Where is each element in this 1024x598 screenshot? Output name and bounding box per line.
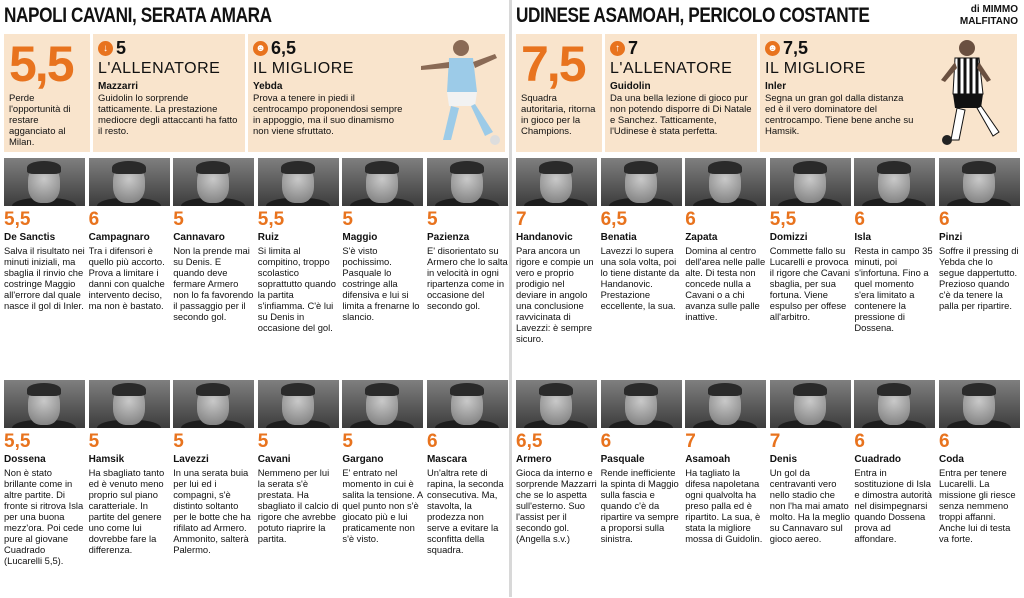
coach-vote: 7 xyxy=(628,38,639,58)
coach-text: Guidolin lo sorprende tatticamente. La prestazione mediocre degli attaccanti ha fatto il resto. xyxy=(98,93,238,137)
best-name: Yebda xyxy=(253,81,283,92)
player-card xyxy=(854,380,935,598)
player-photo xyxy=(4,158,85,206)
team-vote-text: Squadra autoritaria, ritorna in gioco per la Champions. xyxy=(521,93,596,137)
player-comment: Commette fallo su Lucarelli e provoca il rigore che Cavani sbaglia, per sua fortuna. Viene espulso per offese all'arbitro. xyxy=(769,245,851,322)
player-name: De Sanctis xyxy=(4,232,56,243)
player-name: Denis xyxy=(769,454,798,465)
player-name: Ruiz xyxy=(257,232,279,243)
player-comment: Para ancora un rigore e compie un vero e proprio prodigio nel deviare in angolo una conclusione ravvicinata di Lavezzi: è sempre sicuro. xyxy=(516,245,594,344)
team-vote: 5,5 xyxy=(9,36,73,92)
player-photo xyxy=(516,380,597,428)
player-comment: S'è visto pochissimo. Pasquale lo costringe alla difensiva e lui si limita a frenarne lo slancio. xyxy=(342,245,420,322)
player-photo xyxy=(770,380,851,428)
team-name: UDINESE xyxy=(516,4,590,27)
player-comment: Entra per tenere Lucarelli. La missione gli riesce senza nemmeno troppi affanni. Anche lui di testa va forte. xyxy=(938,467,1016,544)
player-name: Hamsik xyxy=(88,454,125,465)
coach-label: L'ALLENATORE xyxy=(98,60,221,77)
player-card xyxy=(854,158,935,376)
player-card xyxy=(342,380,423,598)
player-vote: 6 xyxy=(938,209,950,230)
player-name: Cavani xyxy=(257,454,291,465)
coach-name: Mazzarri xyxy=(98,81,139,92)
player-card xyxy=(770,380,851,598)
byline-prefix: di MIMMO xyxy=(970,4,1018,15)
player-comment: Salva il risultato nei minuti iniziali, ma sbaglia il rinvio che costringe Maggio all'errore dal quale nasce il gol di Inler. xyxy=(4,245,85,311)
player-comment: Tra i difensori è quello più accorto. Prova a limitare i danni con qualche intervento deciso, ma non è bastato. xyxy=(88,245,165,311)
player-vote: 7 xyxy=(685,431,696,452)
byline xyxy=(960,4,1018,28)
player-card xyxy=(4,380,85,598)
player-comment: Lavezzi lo supera una sola volta, poi lo tiene distante da Handanovic. Prestazione eccellente, la sua. xyxy=(600,245,680,311)
player-comment: Ha tagliato la difesa napoletana ogni qualvolta ha preso palla ed è ripartito. La sua, è stata la migliore mossa di Guidolin. xyxy=(685,467,763,544)
napoli-headline xyxy=(4,0,417,32)
headline-text: CAVANI, SERATA AMARA xyxy=(70,4,272,27)
player-card xyxy=(770,158,851,376)
player-vote: 6 xyxy=(854,209,865,230)
player-card xyxy=(342,158,423,376)
udinese-section xyxy=(516,0,1020,597)
team-vote-box xyxy=(516,34,602,152)
best-label: IL MIGLIORE xyxy=(765,60,866,77)
best-text: Prova a tenere in piedi il centrocampo proponendosi sempre in appoggio, ma il suo dinamismo non viene sfruttato. xyxy=(253,93,403,137)
player-vote: 5 xyxy=(257,431,269,452)
udinese-headline xyxy=(516,0,929,32)
player-comment: E' entrato nel momento in cui è salita la tensione. A quel punto non s'è giocato più e lui praticamente non s'è visto. xyxy=(342,467,423,544)
player-name: Asamoah xyxy=(685,454,731,465)
player-name: Pasquale xyxy=(600,454,645,465)
player-photo xyxy=(601,158,682,206)
player-comment: Ha sbagliato tanto ed è venuto meno proprio sul piano caratteriale. In partite del genere uno come lui dovrebbe fare la differenza. xyxy=(88,467,165,555)
player-photo xyxy=(89,380,170,428)
player-card xyxy=(4,158,85,376)
udinese-summary-row xyxy=(516,34,1020,152)
player-comment: Un'altra rete di rapina, la seconda consecutiva. Ma, stavolta, la prodezza non serve a evitare la sconfitta della squadra. xyxy=(426,467,504,555)
player-card xyxy=(516,158,597,376)
best-vote: 6,5 xyxy=(271,38,297,58)
napoli-players-row-2 xyxy=(4,380,508,598)
player-card xyxy=(89,380,170,598)
player-photo xyxy=(173,380,254,428)
player-vote: 5,5 xyxy=(4,209,31,230)
player-photo xyxy=(89,158,170,206)
player-vote: 7 xyxy=(769,431,781,452)
player-name: Pazienza xyxy=(426,232,470,243)
player-name: Coda xyxy=(938,454,964,465)
byline-author: MALFITANO xyxy=(959,16,1018,27)
player-card xyxy=(601,380,682,598)
player-photo xyxy=(4,380,85,428)
player-card xyxy=(685,380,766,598)
player-name: Maggio xyxy=(342,232,378,243)
column-divider xyxy=(509,0,512,597)
player-photo xyxy=(601,380,682,428)
player-comment: Nemmeno per lui la serata s'è prestata. Ha sbagliato il calcio di rigore che avrebbe potuto riaprire la partita. xyxy=(257,467,339,544)
coach-box xyxy=(605,34,757,152)
player-vote: 6 xyxy=(600,431,612,452)
player-vote: 6 xyxy=(854,431,865,452)
player-name: Isla xyxy=(854,232,872,243)
player-photo xyxy=(685,380,766,428)
player-photo xyxy=(854,158,935,206)
player-vote: 5,5 xyxy=(769,209,797,230)
coach-text: Da una bella lezione di gioco pur non potendo disporre di Di Natale e Sanchez. Tatticamente, l'Udinese è stata perfetta. xyxy=(610,93,752,137)
napoli-summary-row xyxy=(4,34,508,152)
player-comment: Soffre il pressing di Yebda che lo segue dappertutto. Prezioso quando c'è da tenere la palla per ripartire. xyxy=(938,245,1019,311)
team-vote-box xyxy=(4,34,90,152)
best-player-box xyxy=(248,34,505,152)
player-name: Campagnaro xyxy=(88,232,150,243)
player-vote: 5,5 xyxy=(4,431,31,452)
player-photo xyxy=(854,380,935,428)
player-comment: Domina al centro dell'area nelle palle alte. Di testa non concede nulla a Cavani o a chi avanza sulle palle inattive. xyxy=(685,245,766,322)
player-photo xyxy=(258,158,339,206)
player-photo xyxy=(258,380,339,428)
player-vote: 5,5 xyxy=(257,209,285,230)
team-vote: 7,5 xyxy=(521,36,585,92)
coach-box xyxy=(93,34,245,152)
player-card xyxy=(601,158,682,376)
player-vote: 5 xyxy=(342,431,353,452)
player-card xyxy=(939,158,1020,376)
arrow-up-icon: ↑ xyxy=(610,41,625,56)
player-card xyxy=(173,380,254,598)
player-card xyxy=(258,158,339,376)
player-name: Zapata xyxy=(685,232,718,243)
player-card xyxy=(258,380,339,598)
player-card xyxy=(685,158,766,376)
player-photo xyxy=(427,158,508,206)
napoli-section xyxy=(4,0,508,597)
player-name: Domizzi xyxy=(769,232,808,243)
player-vote: 7 xyxy=(516,209,527,230)
player-vote: 5 xyxy=(342,209,353,230)
player-name: Armero xyxy=(516,454,552,465)
player-vote: 5 xyxy=(173,209,184,230)
udinese-players-row-1 xyxy=(516,158,1020,376)
player-name: Mascara xyxy=(426,454,467,465)
player-comment: Rende inefficiente la spinta di Maggio sulla fascia e quando c'è da ripartire va sempre a proporsi sulla sinistra. xyxy=(600,467,679,544)
player-photo xyxy=(342,380,423,428)
player-card xyxy=(89,158,170,376)
best-name: Inler xyxy=(765,81,787,92)
player-photo xyxy=(516,158,597,206)
player-vote: 6 xyxy=(685,209,696,230)
player-comment: Gioca da interno e sorprende Mazzarri che se lo aspetta sull'esterno. Suo l'assist per il secondo gol. (Angella s.v.) xyxy=(516,467,597,544)
napoli-players-row-1 xyxy=(4,158,508,376)
player-name: Dossena xyxy=(4,454,46,465)
player-name: Benatia xyxy=(600,232,637,243)
player-vote: 6 xyxy=(938,431,950,452)
coach-vote: 5 xyxy=(116,38,127,58)
player-name: Pinzi xyxy=(938,232,963,243)
player-name: Handanovic xyxy=(516,232,573,243)
player-card xyxy=(427,158,508,376)
player-comment: Entra in sostituzione di Isla e dimostra autorità nel disimpegnarsi quando Dossena prova ad affondare. xyxy=(854,467,933,544)
best-label: IL MIGLIORE xyxy=(253,60,354,77)
player-name: Lavezzi xyxy=(173,454,209,465)
player-photo xyxy=(427,380,508,428)
smiley-icon: ☻ xyxy=(253,41,268,56)
smiley-icon: ☻ xyxy=(765,41,780,56)
player-comment: In una serata buia per lui ed i compagni, s'è distinto soltanto per le botte che ha rifilato ad Armero. Ammonito, salterà Palermo. xyxy=(173,467,251,555)
player-card xyxy=(173,158,254,376)
player-vote: 5 xyxy=(88,431,100,452)
player-comment: Non la prende mai su Denis. E quando deve fermare Armero non lo fa favorendo il passaggio per il secondo gol. xyxy=(173,245,254,322)
best-vote: 7,5 xyxy=(783,38,809,58)
player-photo xyxy=(939,380,1020,428)
player-vote: 6 xyxy=(426,431,438,452)
player-name: Gargano xyxy=(342,454,384,465)
player-photo xyxy=(770,158,851,206)
udinese-players-row-2 xyxy=(516,380,1020,598)
coach-label: L'ALLENATORE xyxy=(610,60,733,77)
best-player-box xyxy=(760,34,1017,152)
arrow-down-icon: ↓ xyxy=(98,41,113,56)
player-action-photo xyxy=(927,36,1013,148)
player-card xyxy=(939,380,1020,598)
player-action-photo xyxy=(415,36,501,148)
player-comment: Un gol da centravanti vero nello stadio che non l'ha mai amato molto. Ha la meglio su Cannavaro sul gioco aereo. xyxy=(769,467,851,544)
coach-name: Guidolin xyxy=(610,81,651,92)
player-name: Cannavaro xyxy=(173,232,225,243)
player-vote: 5 xyxy=(426,209,438,230)
player-photo xyxy=(939,158,1020,206)
headline-text: ASAMOAH, PERICOLO COSTANTE xyxy=(593,4,870,27)
player-card xyxy=(427,380,508,598)
player-name: Cuadrado xyxy=(854,454,902,465)
player-vote: 6,5 xyxy=(600,209,628,230)
player-comment: Si limita al compitino, troppo scolastico soprattutto quando la partita s'infiamma. C'è lui su Denis in occasione del gol. xyxy=(257,245,336,333)
player-comment: Non è stato brillante come in altre partite. Di fronte si ritrova Isla per una buona mezz'ora. Poi cede pure al giovane Cuadrado (Lucarelli 5,5). xyxy=(4,467,84,566)
player-vote: 5 xyxy=(173,431,184,452)
team-name: NAPOLI xyxy=(4,4,67,27)
player-vote: 6,5 xyxy=(516,431,543,452)
player-card xyxy=(516,380,597,598)
player-photo xyxy=(342,158,423,206)
player-vote: 6 xyxy=(88,209,100,230)
team-vote-text: Perde l'opportunità di restare agganciato al Milan. xyxy=(9,93,71,148)
best-text: Segna un gran gol dalla distanza ed è il vero dominatore del centrocampo. Tiene bene anche su Hamsik. xyxy=(765,93,914,137)
player-comment: Resta in campo 35 minuti, poi s'infortuna. Fino a quel momento s'era limitato a contenere la pressione di Dossena. xyxy=(854,245,933,333)
player-photo xyxy=(173,158,254,206)
player-photo xyxy=(685,158,766,206)
player-comment: E' disorientato su Armero che lo salta in velocità in ogni ripartenza come in occasione del secondo gol. xyxy=(426,245,508,311)
